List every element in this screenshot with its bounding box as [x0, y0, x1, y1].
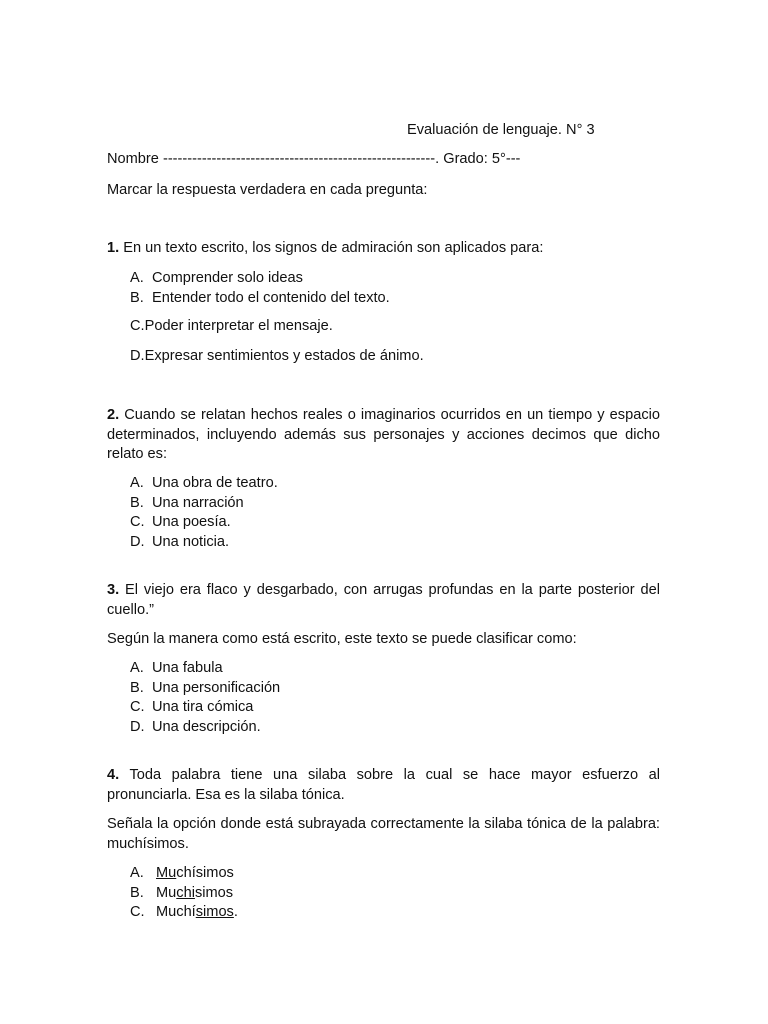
option-letter: C. — [130, 514, 145, 530]
option-text-pre: Mu — [156, 884, 177, 901]
option-a[interactable] — [130, 659, 280, 679]
question-number: 2. — [107, 407, 120, 423]
option-d[interactable] — [130, 718, 280, 738]
option-d[interactable]: D.Expresar sentimientos y estados de ánimo. — [130, 348, 424, 364]
question-text: En un texto escrito, los signos de admiración son aplicados para: — [119, 240, 544, 256]
option-d[interactable] — [130, 533, 278, 553]
question-4-subtext: Señala la opción donde está subrayada correctamente la silaba tónica de la palabra: muchísimos. — [107, 816, 660, 852]
option-text: Comprender solo ideas — [152, 270, 303, 286]
question-text: El viejo era flaco y desgarbado, con arrugas profundas en la parte posterior del cuello.” — [107, 582, 660, 618]
question-number: 3. — [107, 582, 120, 598]
option-text-pre: Muchí — [156, 904, 196, 920]
option-c[interactable] — [130, 698, 280, 718]
option-letter: B. — [130, 289, 144, 306]
option-text-post: simos — [194, 884, 234, 901]
option-b[interactable] — [130, 679, 280, 699]
option-text: Una personificación — [152, 679, 281, 696]
option-letter: B. — [130, 494, 144, 511]
option-a[interactable] — [130, 474, 278, 494]
option-letter: C. — [130, 699, 145, 715]
option-b[interactable] — [130, 494, 278, 514]
option-letter: B. — [130, 884, 144, 901]
underlined-syllable: chi — [176, 884, 195, 901]
option-letter: D. — [130, 533, 145, 550]
option-letter: A. — [130, 865, 144, 881]
option-letter: C. — [130, 904, 145, 920]
question-1 — [107, 239, 660, 259]
question-4 — [107, 766, 660, 805]
question-3-options — [130, 659, 280, 737]
option-b[interactable] — [130, 289, 390, 309]
option-text: Una narración — [152, 494, 244, 511]
option-text: Una noticia. — [152, 533, 230, 550]
option-text: Una descripción. — [152, 718, 261, 735]
option-letter: A. — [130, 660, 144, 676]
question-3-subtext: Según la manera como está escrito, este texto se puede clasificar como: — [107, 631, 577, 647]
option-c[interactable] — [130, 903, 238, 923]
option-text-post: chísimos — [176, 865, 234, 881]
question-number: 1. — [107, 240, 120, 256]
option-letter: D. — [130, 718, 145, 735]
question-4-options — [130, 864, 238, 923]
option-text: Una obra de teatro. — [152, 475, 278, 491]
option-a[interactable] — [130, 864, 238, 884]
question-number: 4. — [107, 767, 120, 783]
question-2 — [107, 406, 660, 465]
option-text: Entender todo el contenido del texto. — [152, 289, 390, 306]
question-2-options — [130, 474, 278, 552]
instruction: Marcar la respuesta verdadera en cada pregunta: — [107, 182, 428, 198]
option-a[interactable] — [130, 269, 390, 289]
underlined-syllable: simos — [195, 904, 234, 920]
question-text: Toda palabra tiene una silaba sobre la cual se hace mayor esfuerzo al pronunciarla. Esa es la silaba tónica. — [107, 767, 660, 803]
option-c[interactable]: C.Poder interpretar el mensaje. — [130, 318, 333, 334]
question-text: Cuando se relatan hechos reales o imaginarios ocurridos en un tiempo y espacio determinados, incluyendo además sus personajes y acciones decimos que dicho relato es: — [107, 407, 660, 462]
underlined-syllable: Mu — [156, 865, 177, 881]
option-letter: B. — [130, 679, 144, 696]
option-text-post: . — [233, 904, 238, 920]
page-title: Evaluación de lenguaje. N° 3 — [407, 122, 595, 138]
option-text: Una poesía. — [152, 514, 231, 530]
question-1-options — [130, 269, 390, 308]
name-grade-line: Nombre --------------------------------------------------------. Grado: 5°--- — [107, 151, 521, 167]
option-text: Una fabula — [152, 660, 223, 676]
option-letter: A. — [130, 270, 144, 286]
option-text: Una tira cómica — [152, 699, 254, 715]
option-b[interactable] — [130, 884, 238, 904]
question-3 — [107, 581, 660, 620]
option-letter: A. — [130, 475, 144, 491]
option-c[interactable] — [130, 513, 278, 533]
